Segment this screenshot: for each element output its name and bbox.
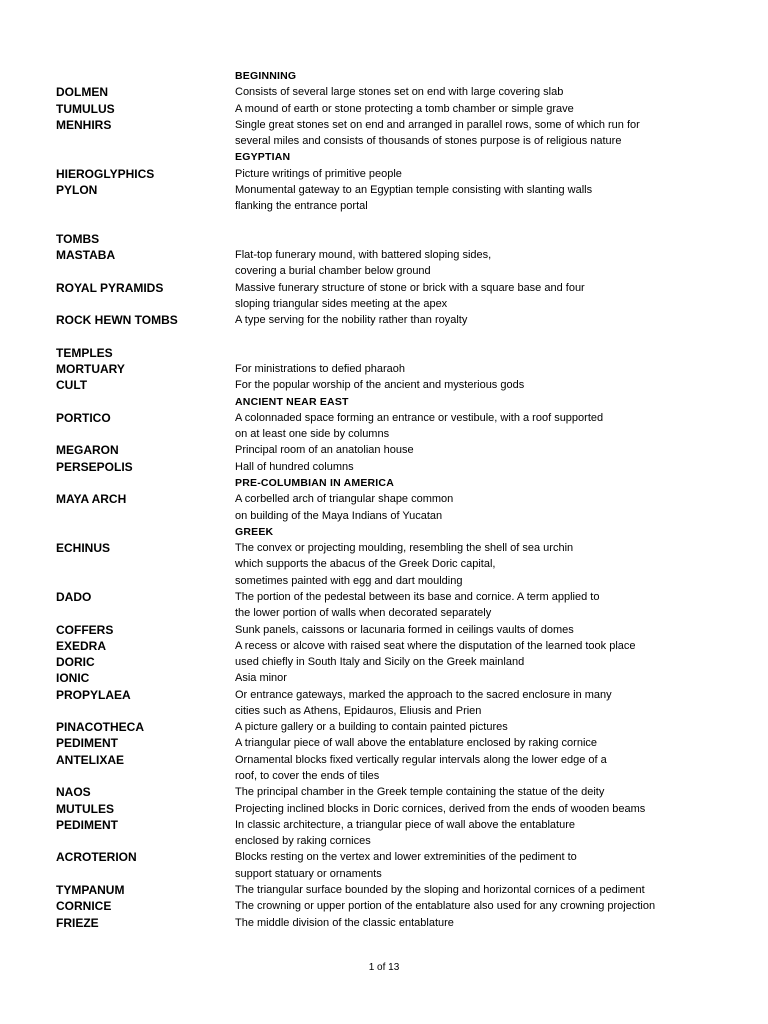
glossary-definition: enclosed by raking cornices (235, 835, 371, 847)
glossary-definition: Asia minor (235, 672, 287, 684)
glossary-definition: Single great stones set on end and arranged in parallel rows, some of which run for (235, 119, 640, 131)
glossary-definition: A picture gallery or a building to contain painted pictures (235, 721, 508, 733)
glossary-definition: A mound of earth or stone protecting a tomb chamber or simple grave (235, 103, 574, 115)
glossary-definition: A triangular piece of wall above the entablature enclosed by raking cornice (235, 737, 598, 749)
glossary-definition: The convex or projecting moulding, resembling the shell of sea urchin (235, 542, 574, 554)
glossary-term: ROCK HEWN TOMBS (56, 313, 178, 327)
glossary-term: MASTABA (56, 248, 116, 262)
glossary-row (0, 589, 768, 605)
glossary-definition: Sunk panels, caissons or lacunaria formed in ceilings vaults of domes (235, 624, 574, 636)
glossary-row (0, 328, 768, 344)
glossary-definition: on at least one side by columns (235, 428, 390, 440)
glossary-row (0, 84, 768, 100)
glossary-row (0, 345, 768, 361)
glossary-definition: sometimes painted with egg and dart moulding (235, 575, 463, 587)
section-heading: ANCIENT NEAR EAST (235, 396, 349, 408)
glossary-row (0, 475, 768, 491)
glossary-definition: For ministrations to defied pharaoh (235, 363, 405, 375)
section-heading: GREEK (235, 526, 274, 538)
glossary-term: PEDIMENT (56, 818, 119, 832)
glossary-row (0, 882, 768, 898)
glossary-term: PROPYLAEA (56, 688, 131, 702)
glossary-row (0, 670, 768, 686)
glossary-row (0, 459, 768, 475)
glossary-row (0, 442, 768, 458)
glossary-row (0, 752, 768, 768)
glossary-row (0, 524, 768, 540)
glossary-definition: roof, to cover the ends of tiles (235, 770, 380, 782)
glossary-definition: Blocks resting on the vertex and lower extreminities of the pediment to (235, 851, 577, 863)
glossary-row (0, 687, 768, 703)
glossary-term: TUMULUS (56, 102, 115, 116)
glossary-row (0, 377, 768, 393)
glossary-row (0, 361, 768, 377)
glossary-definition: The principal chamber in the Greek temple containing the statue of the deity (235, 786, 605, 798)
glossary-definition: Picture writings of primitive people (235, 168, 402, 180)
glossary-term: CULT (56, 378, 88, 392)
glossary-row (0, 231, 768, 247)
glossary-term: HIEROGLYPHICS (56, 167, 155, 181)
glossary-term: EXEDRA (56, 639, 107, 653)
glossary-definition: Flat-top funerary mound, with battered sloping sides, (235, 249, 492, 261)
glossary-term: TOMBS (56, 232, 100, 246)
glossary-definition: For the popular worship of the ancient and mysterious gods (235, 379, 525, 391)
glossary-row (0, 101, 768, 117)
section-heading: PRE-COLUMBIAN IN AMERICA (235, 477, 394, 489)
glossary-term: ANTELIXAE (56, 753, 125, 767)
glossary-definition: Ornamental blocks fixed vertically regular intervals along the lower edge of a (235, 754, 607, 766)
glossary-row (0, 508, 768, 524)
glossary-row (0, 817, 768, 833)
glossary-row (0, 215, 768, 231)
glossary-row (0, 280, 768, 296)
glossary-row (0, 198, 768, 214)
glossary-definition: A recess or alcove with raised seat where the disputation of the learned took place (235, 640, 636, 652)
glossary-definition: The crowning or upper portion of the entablature also used for any crowning projection (235, 900, 656, 912)
glossary-term: MEGARON (56, 443, 119, 457)
glossary-definition: In classic architecture, a triangular piece of wall above the entablature (235, 819, 575, 831)
glossary-term: MUTULES (56, 802, 114, 816)
glossary-row (0, 849, 768, 865)
glossary-definition: several miles and consists of thousands of stones purpose is of religious nature (235, 135, 622, 147)
glossary-term: MAYA ARCH (56, 492, 127, 506)
glossary-term: DOLMEN (56, 85, 108, 99)
glossary-row (0, 784, 768, 800)
glossary-definition: flanking the entrance portal (235, 200, 368, 212)
glossary-definition: used chiefly in South Italy and Sicily on the Greek mainland (235, 656, 525, 668)
glossary-definition: Massive funerary structure of stone or brick with a square base and four (235, 282, 585, 294)
glossary-row (0, 312, 768, 328)
glossary-row (0, 801, 768, 817)
glossary-row (0, 491, 768, 507)
glossary-row (0, 182, 768, 198)
glossary-definition: support statuary or ornaments (235, 868, 382, 880)
glossary-row (0, 166, 768, 182)
glossary-row (0, 866, 768, 882)
glossary-term: PERSEPOLIS (56, 460, 133, 474)
glossary-term: MORTUARY (56, 362, 125, 376)
glossary-row (0, 703, 768, 719)
glossary-term: PYLON (56, 183, 98, 197)
glossary-definition: Consists of several large stones set on end with large covering slab (235, 86, 564, 98)
glossary-definition: The triangular surface bounded by the sloping and horizontal cornices of a pediment (235, 884, 645, 896)
glossary-term: ROYAL PYRAMIDS (56, 281, 164, 295)
glossary-definition: the lower portion of walls when decorated separately (235, 607, 492, 619)
glossary-term: MENHIRS (56, 118, 112, 132)
glossary-term: PORTICO (56, 411, 111, 425)
glossary-definition: Monumental gateway to an Egyptian temple consisting with slanting walls (235, 184, 593, 196)
glossary-definition: A type serving for the nobility rather than royalty (235, 314, 468, 326)
glossary-term: CORNICE (56, 899, 112, 913)
glossary-term: TYMPANUM (56, 883, 125, 897)
glossary-definition: Principal room of an anatolian house (235, 444, 414, 456)
glossary-row (0, 540, 768, 556)
glossary-row (0, 296, 768, 312)
glossary-row (0, 68, 768, 84)
glossary-definition: The middle division of the classic entablature (235, 917, 454, 929)
glossary-row (0, 898, 768, 914)
glossary-row (0, 394, 768, 410)
glossary-row (0, 638, 768, 654)
glossary-term: PINACOTHECA (56, 720, 145, 734)
glossary-row (0, 410, 768, 426)
glossary-term: PEDIMENT (56, 736, 119, 750)
glossary-definition: The portion of the pedestal between its base and cornice. A term applied to (235, 591, 600, 603)
glossary-term: ACROTERION (56, 850, 137, 864)
glossary-term: DADO (56, 590, 92, 604)
glossary-row (0, 719, 768, 735)
glossary-definition: cities such as Athens, Epidauros, Eliusis and Prien (235, 705, 482, 717)
glossary-definition: A corbelled arch of triangular shape common (235, 493, 454, 505)
glossary-term: FRIEZE (56, 916, 99, 930)
glossary-row (0, 149, 768, 165)
section-heading: EGYPTIAN (235, 151, 291, 163)
glossary-term: TEMPLES (56, 346, 113, 360)
glossary-row (0, 915, 768, 931)
glossary-term: COFFERS (56, 623, 114, 637)
glossary-definition: on building of the Maya Indians of Yucatan (235, 510, 443, 522)
glossary-row (0, 117, 768, 133)
page-number: 1 of 13 (368, 962, 400, 973)
glossary-definition: Hall of hundred columns (235, 461, 354, 473)
glossary-definition: sloping triangular sides meeting at the apex (235, 298, 448, 310)
glossary-row (0, 654, 768, 670)
glossary-definition: Projecting inclined blocks in Doric cornices, derived from the ends of wooden beams (235, 803, 646, 815)
glossary-row (0, 768, 768, 784)
glossary-term: ECHINUS (56, 541, 111, 555)
glossary-definition: which supports the abacus of the Greek Doric capital, (235, 558, 496, 570)
section-heading: BEGINNING (235, 70, 297, 82)
glossary-row (0, 833, 768, 849)
glossary-row (0, 556, 768, 572)
glossary-definition: covering a burial chamber below ground (235, 265, 431, 277)
glossary-term: DORIC (56, 655, 95, 669)
glossary-row (0, 263, 768, 279)
glossary-row (0, 622, 768, 638)
glossary-definition: A colonnaded space forming an entrance or vestibule, with a roof supported (235, 412, 604, 424)
glossary-definition: Or entrance gateways, marked the approach to the sacred enclosure in many (235, 689, 612, 701)
glossary-term: NAOS (56, 785, 91, 799)
glossary-row (0, 133, 768, 149)
glossary-row (0, 426, 768, 442)
glossary-term: IONIC (56, 671, 90, 685)
glossary-row (0, 247, 768, 263)
glossary-row (0, 735, 768, 751)
glossary-row (0, 573, 768, 589)
glossary-row (0, 605, 768, 621)
